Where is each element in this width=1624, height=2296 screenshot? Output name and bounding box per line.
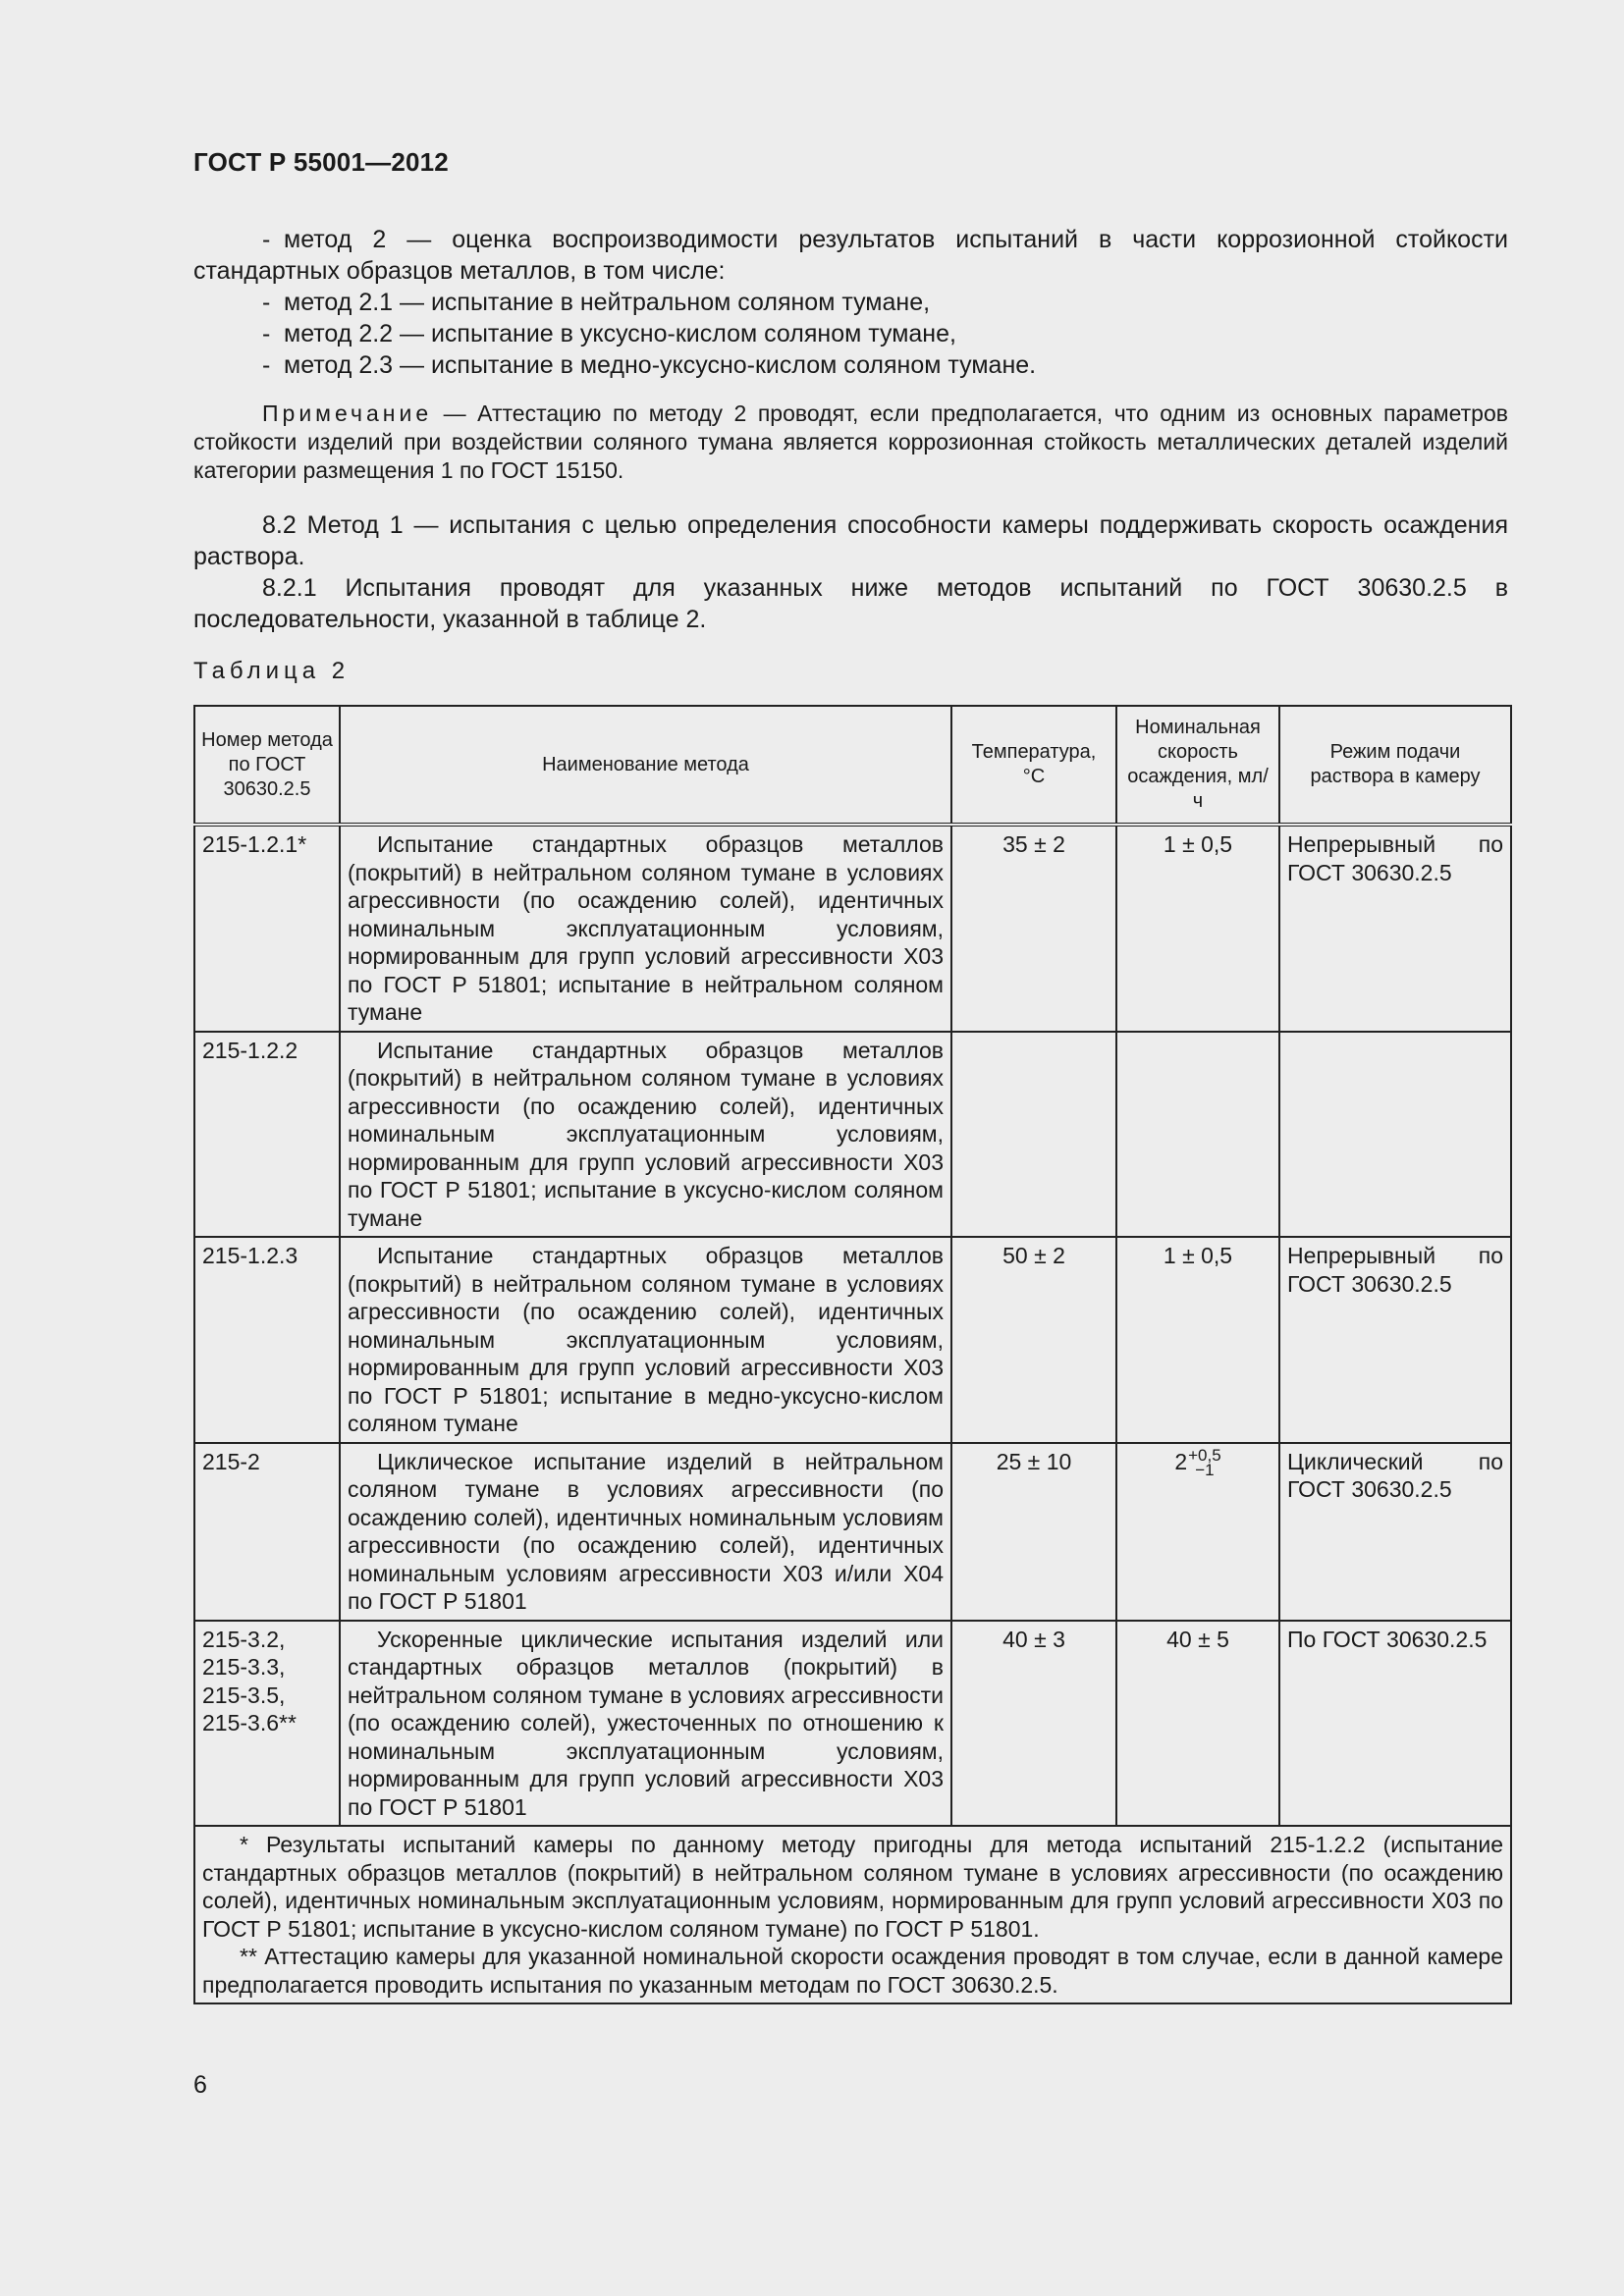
method2-paragraph: - метод 2 — оценка воспроизводимости результатов испытаний в части коррозионной стойкости стандартных образцов металлов, в том числе: [193, 226, 1508, 285]
rate-value: 1 ± 0,5 [1116, 825, 1279, 1032]
table-row [194, 1237, 1511, 1443]
dash-marker: - [262, 351, 271, 379]
rate-lower-tolerance: −1 [1195, 1460, 1215, 1479]
header-method-name: Наименование метода [340, 706, 951, 825]
dash-marker: - [262, 289, 271, 316]
header-temperature: Температура, °С [951, 706, 1116, 825]
method-number: 215-2 [194, 1443, 340, 1621]
rate-value [1116, 1032, 1279, 1238]
header-method-number: Номер метода по ГОСТ 30630.2.5 [194, 706, 340, 825]
table-footnotes [194, 1826, 1511, 2003]
page-number: 6 [193, 2071, 207, 2099]
table-row [194, 1032, 1511, 1238]
paragraph-8-2-1: 8.2.1 Испытания проводят для указанных ниже методов испытаний по ГОСТ 30630.2.5 в последовательности, указанной в таблице 2. [193, 574, 1508, 633]
note-label: Примечание [262, 400, 433, 426]
dash-marker: - [262, 226, 271, 253]
note-block [193, 400, 1508, 485]
intro-section [193, 224, 1508, 381]
method-number: 215-1.2.2 [194, 1032, 340, 1238]
supply-mode: Непрерывный по ГОСТ 30630.2.5 [1279, 825, 1511, 1032]
method-number: 215-3.2, 215-3.3, 215-3.5, 215-3.6** [194, 1621, 340, 1827]
page-header-title: ГОСТ Р 55001—2012 [193, 147, 449, 177]
method-name: Испытание стандартных образцов металлов (покрытий) в нейтральном соляном тумане в условиях агрессивности (по осаждению солей), идентичных номинальным эксплуатационным условиям, нормированным для групп условий агрессивности Х03 по ГОСТ Р 51801; испытание в уксусно-кислом соляном тумане [340, 1032, 951, 1238]
method-name: Испытание стандартных образцов металлов (покрытий) в нейтральном соляном тумане в условиях агрессивности (по осаждению солей), идентичных номинальным эксплуатационным условиям, нормированным для групп условий агрессивности Х03 по ГОСТ Р 51801; испытание в медно-уксусно-кислом соляном тумане [340, 1237, 951, 1443]
rate-value [1116, 1443, 1279, 1621]
rate-value: 40 ± 5 [1116, 1621, 1279, 1827]
table-row [194, 1443, 1511, 1621]
method-number: 215-1.2.1* [194, 825, 340, 1032]
supply-mode: По ГОСТ 30630.2.5 [1279, 1621, 1511, 1827]
header-supply-mode: Режим подачи раствора в камеру [1279, 706, 1511, 825]
temperature-value [951, 1032, 1116, 1238]
method2-3-item: - метод 2.3 — испытание в медно-уксусно-кислом соляном тумане. [262, 351, 1037, 379]
method-name: Испытание стандартных образцов металлов (покрытий) в нейтральном соляном тумане в условиях агрессивности (по осаждению солей), идентичных номинальным эксплуатационным условиям, нормированным для групп условий агрессивности Х03 по ГОСТ Р 51801; испытание в нейтральном соляном тумане [340, 825, 951, 1032]
paragraph-8-2: 8.2 Метод 1 — испытания с целью определения способности камеры поддерживать скорость осаждения раствора. [193, 511, 1508, 570]
header-deposition-rate: Номинальная скорость осаждения, мл/ч [1116, 706, 1279, 825]
temperature-value: 50 ± 2 [951, 1237, 1116, 1443]
note-text: — Аттестацию по методу 2 проводят, если предполагается, что одним из основных параметров стойкости изделий при воздействии соляного тумана является коррозионная стойкость металлических деталей изделий категории размещения 1 по ГОСТ 15150. [193, 400, 1508, 483]
footnote-single-star: * Результаты испытаний камеры по данному методу пригодны для метода испытаний 215-1.2.2 (испытание стандартных образцов металлов (покрытий) в нейтральном соляном тумане в условиях агрессивности (по осаждению солей), идентичных номинальным эксплуатационным условиям, нормированным для групп условий агрессивности Х03 по ГОСТ Р 51801; испытание в уксусно-кислом соляном тумане) по ГОСТ Р 51801. [202, 1832, 1503, 1942]
temperature-value: 40 ± 3 [951, 1621, 1116, 1827]
supply-mode: Циклический по ГОСТ 30630.2.5 [1279, 1443, 1511, 1621]
dash-marker: - [262, 320, 271, 347]
method-name: Ускоренные циклические испытания изделий или стандартных образцов металлов (покрытий) в нейтральном соляном тумане в условиях агрессивности (по осаждению солей), ужесточенных по отношению к номинальным эксплуатационным условиям, нормированным для групп условий агрессивности Х03 по ГОСТ Р 51801 [340, 1621, 951, 1827]
method-number: 215-1.2.3 [194, 1237, 340, 1443]
rate-upper-tolerance: +0,5 [1188, 1445, 1221, 1465]
temperature-value: 25 ± 10 [951, 1443, 1116, 1621]
table-row [194, 1621, 1511, 1827]
table-header-row [194, 706, 1511, 825]
table-caption: Таблица 2 [193, 658, 351, 684]
supply-mode: Непрерывный по ГОСТ 30630.2.5 [1279, 1237, 1511, 1443]
rate-tolerance-value: 2 +0,5 −1 [1174, 1445, 1221, 1479]
method-name: Циклическое испытание изделий в нейтральном соляном тумане в условиях агрессивности (по осаждению солей), идентичных номинальным условиям агрессивности (по осаждению солей), идентичных номинальным условиям агрессивности Х03 и/или Х04 по ГОСТ Р 51801 [340, 1443, 951, 1621]
table-footnotes-row [194, 1826, 1511, 2003]
rate-value: 1 ± 0,5 [1116, 1237, 1279, 1443]
temperature-value: 35 ± 2 [951, 825, 1116, 1032]
method2-1-item: - метод 2.1 — испытание в нейтральном соляном тумане, [262, 289, 931, 316]
method2-2-item: - метод 2.2 — испытание в уксусно-кислом соляном тумане, [262, 320, 956, 347]
footnote-double-star: ** Аттестацию камеры для указанной номинальной скорости осаждения проводят в том случае, если в данной камере предполагается проводить испытания по указанным методам по ГОСТ 30630.2.5. [202, 1944, 1503, 1998]
table-row [194, 825, 1511, 1032]
supply-mode [1279, 1032, 1511, 1238]
methods-table [193, 705, 1512, 2004]
section-8-2 [193, 509, 1508, 635]
